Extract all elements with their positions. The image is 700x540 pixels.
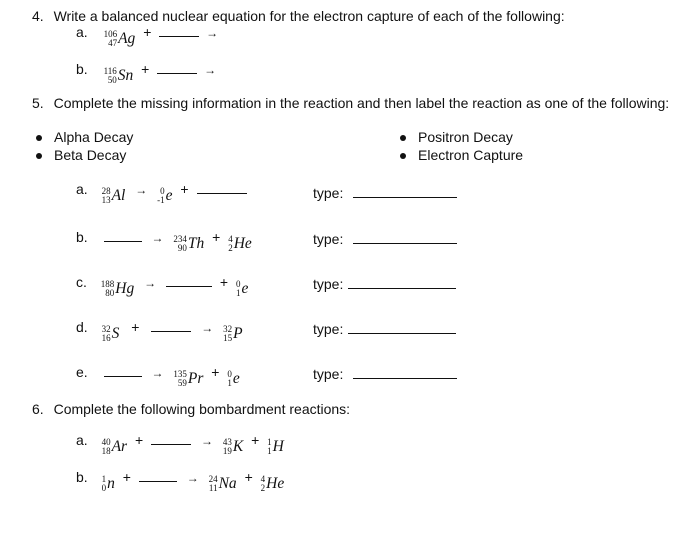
q4b-blank[interactable] [157,61,197,74]
q4a-nuclide [104,30,136,48]
q5d-blank[interactable] [151,319,191,332]
q6a-plus-2: + [251,432,260,448]
q5c-reactant-atomic: 80 [105,288,115,298]
q5e-row [76,364,240,388]
q5c-type-label: type: [313,276,344,292]
q4b-plus: + [141,61,150,77]
q5a-reactant-symbol: Al [111,187,126,204]
q4a-row [76,24,221,48]
q5a-reactant-mass: 28 [101,186,111,196]
q5b-type-blank[interactable] [353,231,457,244]
q6b-p1-symbol: Na [218,475,237,492]
q6a-r-atomic: 18 [101,446,111,456]
q5c-row [76,274,248,298]
q5e-letter: e. [76,364,88,380]
q4b-mass: 116 [103,66,117,76]
option-alpha-decay: Alpha Decay [54,129,134,145]
q5e-p1-mass: 135 [173,369,187,379]
q4b-atomic: 50 [107,75,117,85]
q6b-letter: b. [76,469,88,485]
q5e-p1-symbol: Pr [187,370,204,387]
q5b-type-label: type: [313,231,344,247]
q6a-r-symbol: Ar [111,438,128,455]
q5c-type [313,276,456,292]
q5a-product-mass: 0 [160,186,165,196]
q5b-p2-symbol: He [233,235,252,252]
q5a-plus: + [180,181,189,197]
q5c-product-symbol: e [241,280,249,297]
q5-number: 5. [32,95,44,111]
q6b-row [76,469,284,493]
q6b-r-atomic: 0 [101,483,107,493]
q5d-letter: d. [76,319,88,335]
q6b-plus-2: + [244,469,253,485]
q5a-product-atomic: -1 [157,195,165,205]
q5a-blank[interactable] [197,181,247,194]
q5b-arrow: → [151,231,164,245]
q5a-product-symbol: e [165,187,173,204]
q5c-letter: c. [76,274,87,290]
q6a-p2-symbol: H [272,438,284,455]
q6a-arrow: → [200,434,213,448]
q5b-p2-mass: 4 [228,234,233,244]
q4b-row [76,61,219,85]
q5c-reactant-symbol: Hg [115,280,135,297]
q6a-p1-atomic: 19 [222,446,232,456]
q5d-plus: + [131,319,140,335]
q5d-type-blank[interactable] [348,321,456,334]
q5a-type [313,185,457,201]
q5d-product-mass: 32 [223,324,233,334]
q6-heading [32,401,350,417]
q5c-product-mass: 0 [235,279,241,289]
q4b-arrow: → [204,63,217,77]
q5b-p1-atomic: 90 [177,243,187,253]
q5a-row [76,181,247,205]
q6b-p1-atomic: 11 [208,483,218,493]
option-beta-decay: Beta Decay [54,147,127,163]
q5d-reactant [102,325,120,343]
q6a-blank[interactable] [151,432,191,445]
q5a-letter: a. [76,181,88,197]
q4a-blank[interactable] [159,24,199,37]
q5b-product-2 [228,235,252,253]
q5b-p1-mass: 234 [173,234,187,244]
q5a-product [157,187,172,205]
q4a-symbol: Ag [118,30,136,47]
q5d-reactant-atomic: 16 [101,333,111,343]
q6a-p1-symbol: K [232,438,244,455]
q6b-plus-1: + [122,469,131,485]
q5b-p1-symbol: Th [187,235,205,252]
q6b-product-1 [209,475,237,493]
q5a-type-label: type: [313,185,344,201]
bullet-icon [36,135,42,141]
q6a-p2-mass: 1 [267,437,272,447]
q4a-letter: a. [76,24,88,40]
q4a-mass: 106 [103,29,118,39]
q5d-arrow: → [201,321,214,335]
bullet-icon [400,153,406,159]
q5d-type [313,321,456,337]
q4-number: 4. [32,8,44,24]
q5e-blank[interactable] [104,364,142,377]
q6b-r-mass: 1 [101,474,107,484]
q4a-atomic: 47 [108,38,118,48]
q6b-p2-atomic: 2 [260,483,266,493]
q6a-p2-atomic: 1 [267,446,272,456]
q6b-p2-mass: 4 [260,474,266,484]
bullet-icon [400,135,406,141]
q5e-arrow: → [151,366,164,380]
q4a-arrow: → [206,26,219,40]
q5a-reactant [102,187,126,205]
q5b-product-1 [173,235,204,253]
q5d-reactant-mass: 32 [101,324,111,334]
option-positron-decay: Positron Decay [418,129,513,145]
q5b-blank[interactable] [104,229,142,242]
q5a-reactant-atomic: 13 [101,195,111,205]
q4a-plus: + [143,24,152,40]
q5e-product-2 [227,370,239,388]
q6a-p1-mass: 43 [222,437,232,447]
q6a-product-2 [267,438,284,456]
q5b-row [76,229,252,253]
q5a-arrow: → [135,183,148,197]
q5c-product [236,280,248,298]
q5b-type [313,231,457,247]
q5c-arrow: → [144,276,157,290]
q6b-r-symbol: n [107,475,115,492]
q5e-p2-mass: 0 [227,369,232,379]
q6a-reactant [102,438,128,456]
q4-heading [32,8,565,24]
q6b-blank[interactable] [139,469,177,482]
q5e-type-blank[interactable] [353,366,457,379]
q4b-nuclide [104,67,134,85]
q6b-p2-symbol: He [266,475,285,492]
q5b-letter: b. [76,229,88,245]
q5d-product-symbol: P [233,325,243,342]
q5d-reactant-symbol: S [111,325,120,342]
q6a-letter: a. [76,432,88,448]
q5b-p2-atomic: 2 [228,243,233,253]
q6-text: Complete the following bombardment reactions: [53,401,351,417]
q5d-row [76,319,243,343]
bullet-icon [36,153,42,159]
q6a-plus-1: + [134,432,144,448]
q5c-reactant [101,280,134,298]
option-electron-capture: Electron Capture [418,147,524,163]
q5c-blank[interactable] [166,274,212,287]
q5e-type [313,366,457,382]
q5c-reactant-mass: 188 [100,279,115,289]
q6b-reactant [102,475,115,493]
q6b-p1-mass: 24 [208,474,218,484]
q5c-product-atomic: 1 [235,288,241,298]
q6b-arrow: → [186,471,199,485]
q5d-product [223,325,242,343]
q5c-plus: + [219,274,229,290]
q5e-p2-atomic: 1 [227,378,232,388]
q5e-plus: + [211,364,220,380]
q5b-plus: + [212,229,221,245]
q4b-symbol: Sn [117,67,134,84]
q5a-type-blank[interactable] [353,185,457,198]
q4-text: Write a balanced nuclear equation for the electron capture of each of the following: [53,8,565,24]
q6a-r-mass: 40 [101,437,111,447]
q5e-type-label: type: [313,366,344,382]
q5c-type-blank[interactable] [348,276,456,289]
q5-text: Complete the missing information in the reaction and then label the reaction as one of the following: [53,95,670,111]
q5e-product-1 [173,370,203,388]
q5d-type-label: type: [313,321,344,337]
q6b-product-2 [261,475,285,493]
q6a-row [76,432,284,456]
q5d-product-atomic: 15 [223,333,233,343]
q5e-p2-symbol: e [232,370,240,387]
q4b-letter: b. [76,61,88,77]
q5-heading [32,95,669,111]
q6a-product-1 [223,438,243,456]
q5e-p1-atomic: 59 [177,378,187,388]
q6-number: 6. [32,401,44,417]
